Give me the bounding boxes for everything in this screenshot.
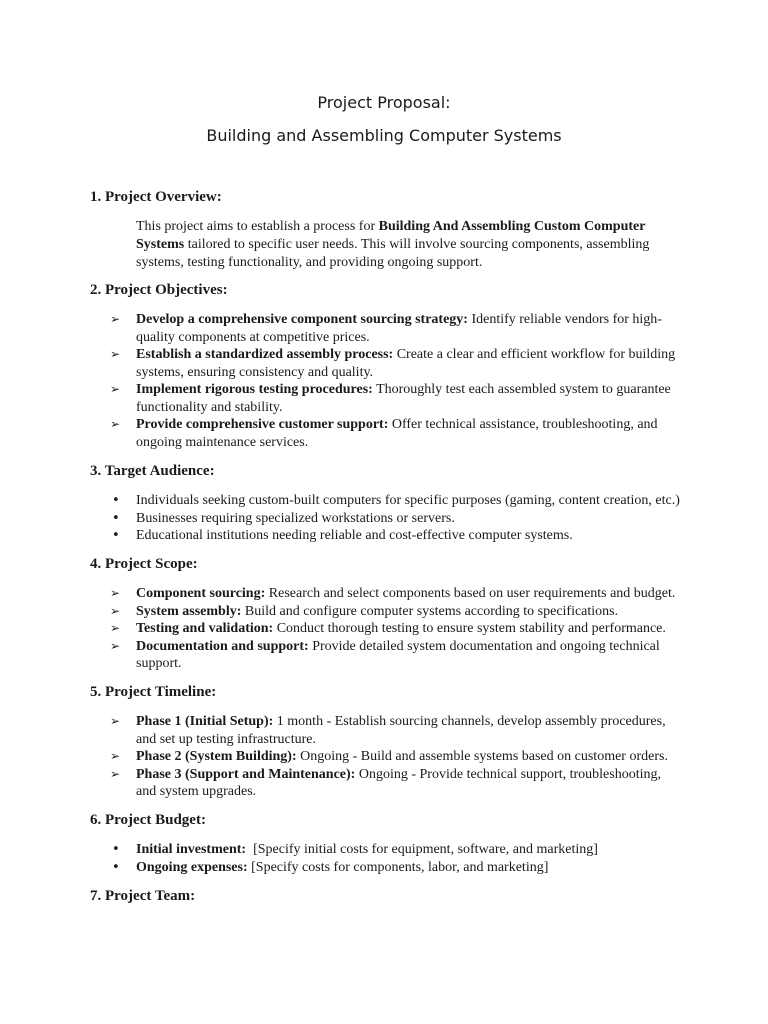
list-item [0, 766, 684, 801]
item-text: Provide detailed system documentation and ongoing technical support. [136, 638, 660, 671]
section-heading-timeline: 5. Project Timeline: [90, 684, 217, 700]
list-item [0, 748, 684, 766]
item-text: Businesses requiring specialized workstations or servers. [136, 510, 455, 526]
bullet-dot-icon: • [112, 859, 120, 875]
arrow-bullet-icon: ➢ [110, 382, 121, 396]
objectives-list [0, 311, 768, 451]
budget-list [0, 841, 768, 876]
item-bold: Establish a standardized assembly process: [136, 347, 394, 362]
arrow-bullet-icon: ➢ [110, 603, 121, 618]
arrow-bullet-icon: ➢ [110, 766, 121, 781]
bullet-dot-icon: • [112, 510, 120, 526]
list-item [0, 620, 684, 638]
list-item [0, 638, 684, 673]
list-item [0, 346, 684, 381]
list-item [0, 492, 684, 510]
overview-text-before: This project aims to establish a process for [136, 219, 379, 234]
list-item [0, 510, 684, 528]
section-heading-team: 7. Project Team: [90, 888, 196, 904]
item-text: Ongoing - Provide technical support, troubleshooting, and system upgrades. [136, 766, 661, 799]
item-text: [Specify costs for components, labor, and marketing] [247, 859, 549, 875]
overview-text-after: tailored to specific user needs. This will involve sourcing components, assembling systems, testing functionality, and providing ongoing support. [136, 237, 650, 270]
section-heading-audience: 3. Target Audience: [90, 463, 215, 479]
list-item [0, 713, 684, 748]
item-bold: Ongoing expenses: [136, 859, 248, 875]
item-text: Thoroughly test each assembled system to guarantee functionality and stability. [136, 382, 671, 415]
arrow-bullet-icon: ➢ [110, 714, 121, 728]
item-text: Offer technical assistance, troubleshooting, and ongoing maintenance services. [136, 417, 658, 450]
arrow-bullet-icon: ➢ [110, 749, 121, 763]
document-subtitle: Building and Assembling Computer Systems [206, 126, 562, 145]
item-text: 1 month - Establish sourcing channels, develop assembly procedures, and set up testing infrastructure. [136, 714, 666, 747]
item-text: Identify reliable vendors for high-quality components at competitive prices. [136, 312, 662, 345]
item-text: Conduct thorough testing to ensure system stability and performance. [273, 621, 666, 636]
list-item [0, 527, 684, 545]
bullet-dot-icon: • [112, 842, 120, 857]
arrow-bullet-icon: ➢ [110, 586, 121, 600]
arrow-bullet-icon: ➢ [110, 417, 121, 431]
section-heading-scope: 4. Project Scope: [90, 556, 198, 572]
item-bold: Develop a comprehensive component sourcing strategy: [136, 312, 468, 327]
item-text: Build and configure computer systems according to specifications. [241, 603, 619, 619]
item-bold: Phase 2 (System Building): [136, 749, 297, 764]
list-item [0, 603, 684, 621]
bullet-dot-icon: • [112, 528, 120, 543]
item-text: Research and select components based on user requirements and budget. [265, 586, 676, 601]
section-heading-overview: 1. Project Overview: [90, 189, 222, 205]
item-text: Ongoing - Build and assemble systems based on customer orders. [296, 749, 668, 764]
section-heading-objectives: 2. Project Objectives: [90, 282, 228, 298]
item-bold: Documentation and support: [136, 638, 309, 654]
audience-list [0, 492, 768, 545]
scope-list [0, 585, 768, 673]
list-item [0, 381, 684, 416]
document-title: Project Proposal: [317, 93, 451, 112]
item-bold: Provide comprehensive customer support: [136, 417, 389, 432]
item-bold: Phase 3 (Support and Maintenance): [136, 766, 356, 782]
overview-bold-text: Building And Assembling Custom Computer Systems [136, 219, 646, 252]
list-item [0, 841, 684, 859]
arrow-bullet-icon: ➢ [110, 312, 121, 326]
item-text: [Specify initial costs for equipment, software, and marketing] [246, 842, 598, 857]
item-text: Individuals seeking custom-built computers for specific purposes (gaming, content creation, etc.) [136, 493, 680, 508]
list-item [0, 585, 684, 603]
overview-paragraph [136, 218, 676, 272]
item-bold: System assembly: [136, 603, 242, 619]
arrow-bullet-icon: ➢ [110, 347, 121, 361]
list-item [0, 859, 684, 877]
item-bold: Phase 1 (Initial Setup): [136, 714, 274, 729]
item-bold: Initial investment: [136, 842, 247, 857]
item-bold: Component sourcing: [136, 586, 266, 601]
bullet-dot-icon: • [112, 493, 120, 508]
section-heading-budget: 6. Project Budget: [90, 812, 206, 828]
list-item [0, 311, 684, 346]
arrow-bullet-icon: ➢ [110, 621, 121, 635]
item-text: Create a clear and efficient workflow for building systems, ensuring consistency and quality. [136, 347, 676, 380]
timeline-list [0, 713, 768, 801]
arrow-bullet-icon: ➢ [110, 638, 121, 653]
item-bold: Implement rigorous testing procedures: [136, 382, 373, 397]
item-bold: Testing and validation: [136, 621, 274, 636]
item-text: Educational institutions needing reliable and cost-effective computer systems. [136, 528, 573, 543]
list-item [0, 416, 684, 451]
